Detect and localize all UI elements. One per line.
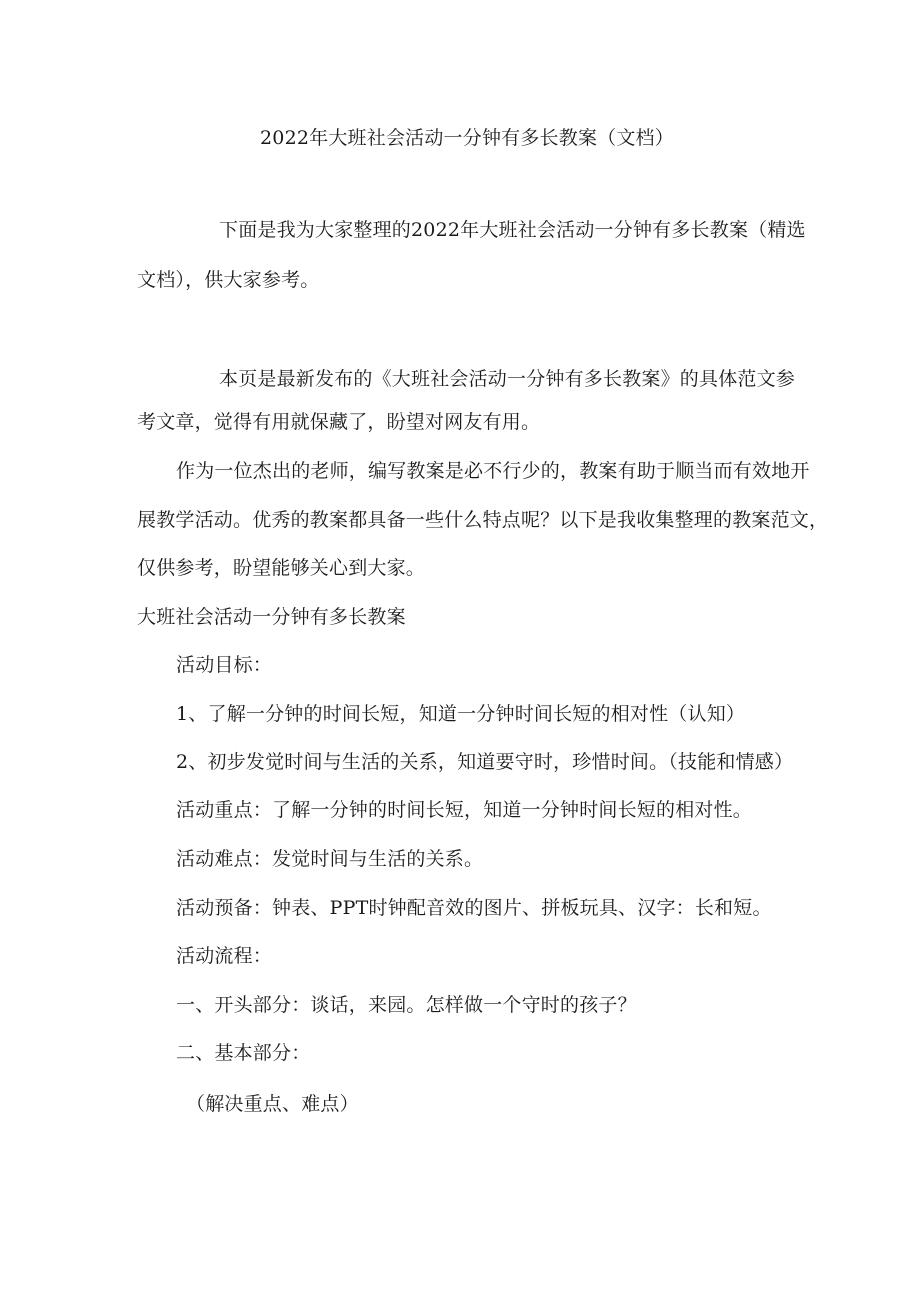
key-point: 活动重点：了解一分钟的时间长短，知道一分钟时间长短的相对性。: [176, 799, 753, 821]
notice-line-1: 本页是最新发布的《大班社会活动一分钟有多长教案》的具体范文参: [219, 368, 796, 390]
preface-line-1: 作为一位杰出的老师，编写教案是必不行少的，教案有助于顺当而有效地开: [176, 460, 810, 482]
preparation: 活动预备：钟表、PPT时钟配音效的图片、拼板玩具、汉字：长和短。: [176, 897, 772, 919]
goal-item-2: 2、初步发觉时间与生活的关系，知道要守时，珍惜时间。（技能和情感）: [176, 751, 794, 773]
difficulty: 活动难点：发觉时间与生活的关系。: [176, 848, 484, 870]
notice-line-2: 考文章，觉得有用就保藏了，盼望对网友有用。: [137, 411, 541, 433]
process-part-2-note: （解决重点、难点）: [186, 1093, 359, 1115]
process-label: 活动流程：: [176, 945, 273, 967]
document-title: 2022年大班社会活动一分钟有多长教案（文档）: [260, 127, 674, 149]
section-heading: 大班社会活动一分钟有多长教案: [137, 606, 406, 628]
intro-line-2: 文档），供大家参考。: [137, 269, 320, 291]
preface-line-3: 仅供参考，盼望能够关心到大家。: [137, 557, 426, 579]
goals-label: 活动目标：: [176, 654, 273, 676]
process-part-1: 一、开头部分：谈话，来园。怎样做一个守时的孩子？: [176, 994, 637, 1016]
preface-line-2: 展教学活动。优秀的教案都具备一些什么特点呢？以下是我收集整理的教案范文，: [137, 509, 829, 531]
process-part-2: 二、基本部分：: [176, 1042, 311, 1064]
goal-item-1: 1、了解一分钟的时间长短，知道一分钟时间长短的相对性（认知）: [176, 703, 746, 725]
intro-line-1: 下面是我为大家整理的2022年大班社会活动一分钟有多长教案（精选: [219, 219, 806, 241]
